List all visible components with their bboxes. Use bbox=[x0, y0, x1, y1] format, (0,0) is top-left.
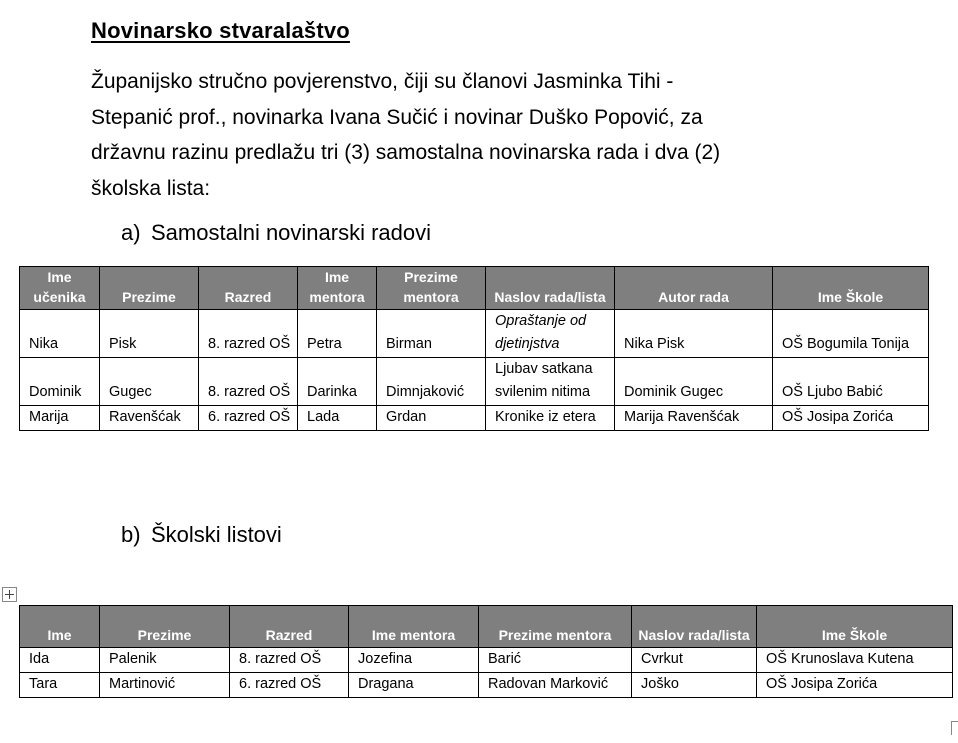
table-row bbox=[20, 406, 929, 431]
table-header-row bbox=[20, 267, 929, 310]
section-b-heading bbox=[121, 522, 282, 548]
header-cell: Naslov rada/lista bbox=[632, 606, 757, 648]
table-cell: Ljubav satkana svilenim nitima bbox=[486, 358, 615, 406]
table-header-row bbox=[20, 606, 953, 648]
table-cell: Marija bbox=[20, 406, 100, 431]
table-cell: Kronike iz etera bbox=[486, 406, 615, 431]
table-row bbox=[20, 673, 953, 698]
table-cell: Tara bbox=[20, 673, 100, 698]
table-cell: OŠ Krunoslava Kutena bbox=[757, 648, 953, 673]
table-cell: Jozefina bbox=[349, 648, 479, 673]
table-cell: Barić bbox=[479, 648, 632, 673]
intro-line: Stepanić prof., novinarka Ivana Sučić i novinar Duško Popović, za bbox=[91, 105, 703, 129]
table-cell: 8. razred OŠ bbox=[230, 648, 349, 673]
table-cell: Radovan Marković bbox=[479, 673, 632, 698]
table-cell: OŠ Bogumila Tonija bbox=[773, 310, 929, 358]
table-cell: Nika Pisk bbox=[615, 310, 773, 358]
table-cell: Martinović bbox=[100, 673, 230, 698]
intro-line: Županijsko stručno povjerenstvo, čiji su članovi Jasminka Tihi - bbox=[91, 70, 674, 93]
table-row bbox=[20, 310, 929, 358]
table-cell: OŠ Josipa Zorića bbox=[757, 673, 953, 698]
document-heading: Novinarsko stvaralaštvo bbox=[91, 18, 350, 43]
table-cell: 8. razred OŠ bbox=[199, 310, 298, 358]
header-cell: Naslov rada/lista bbox=[486, 267, 615, 310]
table-cell: 8. razred OŠ bbox=[199, 358, 298, 406]
table-cell: 6. razred OŠ bbox=[230, 673, 349, 698]
header-cell: Ime mentora bbox=[298, 267, 377, 310]
table-cell: Darinka bbox=[298, 358, 377, 406]
table-cell: Petra bbox=[298, 310, 377, 358]
header-cell: Prezime bbox=[100, 267, 199, 310]
header-cell: Ime bbox=[20, 606, 100, 648]
table-cell: Marija Ravenšćak bbox=[615, 406, 773, 431]
header-cell: Autor rada bbox=[615, 267, 773, 310]
header-cell: Ime mentora bbox=[349, 606, 479, 648]
table-cell: Ravenšćak bbox=[100, 406, 199, 431]
table-cell: Birman bbox=[377, 310, 486, 358]
table-cell: Grdan bbox=[377, 406, 486, 431]
resize-corner-icon[interactable] bbox=[951, 721, 958, 735]
table-cell: Dominik Gugec bbox=[615, 358, 773, 406]
table-cell: Joško bbox=[632, 673, 757, 698]
table-row bbox=[20, 648, 953, 673]
header-cell: Ime Škole bbox=[773, 267, 929, 310]
table-cell: 6. razred OŠ bbox=[199, 406, 298, 431]
table-cell: Dimnjaković bbox=[377, 358, 486, 406]
section-a-heading bbox=[121, 220, 431, 246]
section-b-marker: b) bbox=[121, 522, 141, 547]
header-cell: Prezime mentora bbox=[479, 606, 632, 648]
table-cell: Cvrkut bbox=[632, 648, 757, 673]
table-cell: Ida bbox=[20, 648, 100, 673]
table-row bbox=[20, 358, 929, 406]
intro-line: državnu razinu predlažu tri (3) samostalna novinarska rada i dva (2) bbox=[91, 141, 721, 164]
table-cell: Opraštanje od djetinjstva bbox=[486, 310, 615, 358]
table-cell: Gugec bbox=[100, 358, 199, 406]
header-cell: Prezime bbox=[100, 606, 230, 648]
header-cell: Ime učenika bbox=[20, 267, 100, 310]
table-cell: Nika bbox=[20, 310, 100, 358]
header-cell: Prezime mentora bbox=[377, 267, 486, 310]
table-cell: Dragana bbox=[349, 673, 479, 698]
table-cell: OŠ Josipa Zorića bbox=[773, 406, 929, 431]
header-cell: Razred bbox=[199, 267, 298, 310]
table-skolski-listovi bbox=[19, 605, 953, 698]
intro-line: školska lista: bbox=[91, 176, 211, 200]
table-cell: Pisk bbox=[100, 310, 199, 358]
table-cell: Dominik bbox=[20, 358, 100, 406]
intro-paragraph bbox=[91, 64, 851, 206]
header-cell: Razred bbox=[230, 606, 349, 648]
header-cell: Ime Škole bbox=[757, 606, 953, 648]
table-cell: Palenik bbox=[100, 648, 230, 673]
section-a-title: Samostalni novinarski radovi bbox=[151, 220, 432, 245]
table-samostalni-radovi bbox=[19, 266, 929, 431]
move-arrows-icon[interactable] bbox=[2, 587, 17, 602]
section-a-marker: a) bbox=[121, 220, 141, 245]
table-cell: OŠ Ljubo Babić bbox=[773, 358, 929, 406]
table-cell: Lada bbox=[298, 406, 377, 431]
section-b-title: Školski listovi bbox=[151, 522, 282, 547]
